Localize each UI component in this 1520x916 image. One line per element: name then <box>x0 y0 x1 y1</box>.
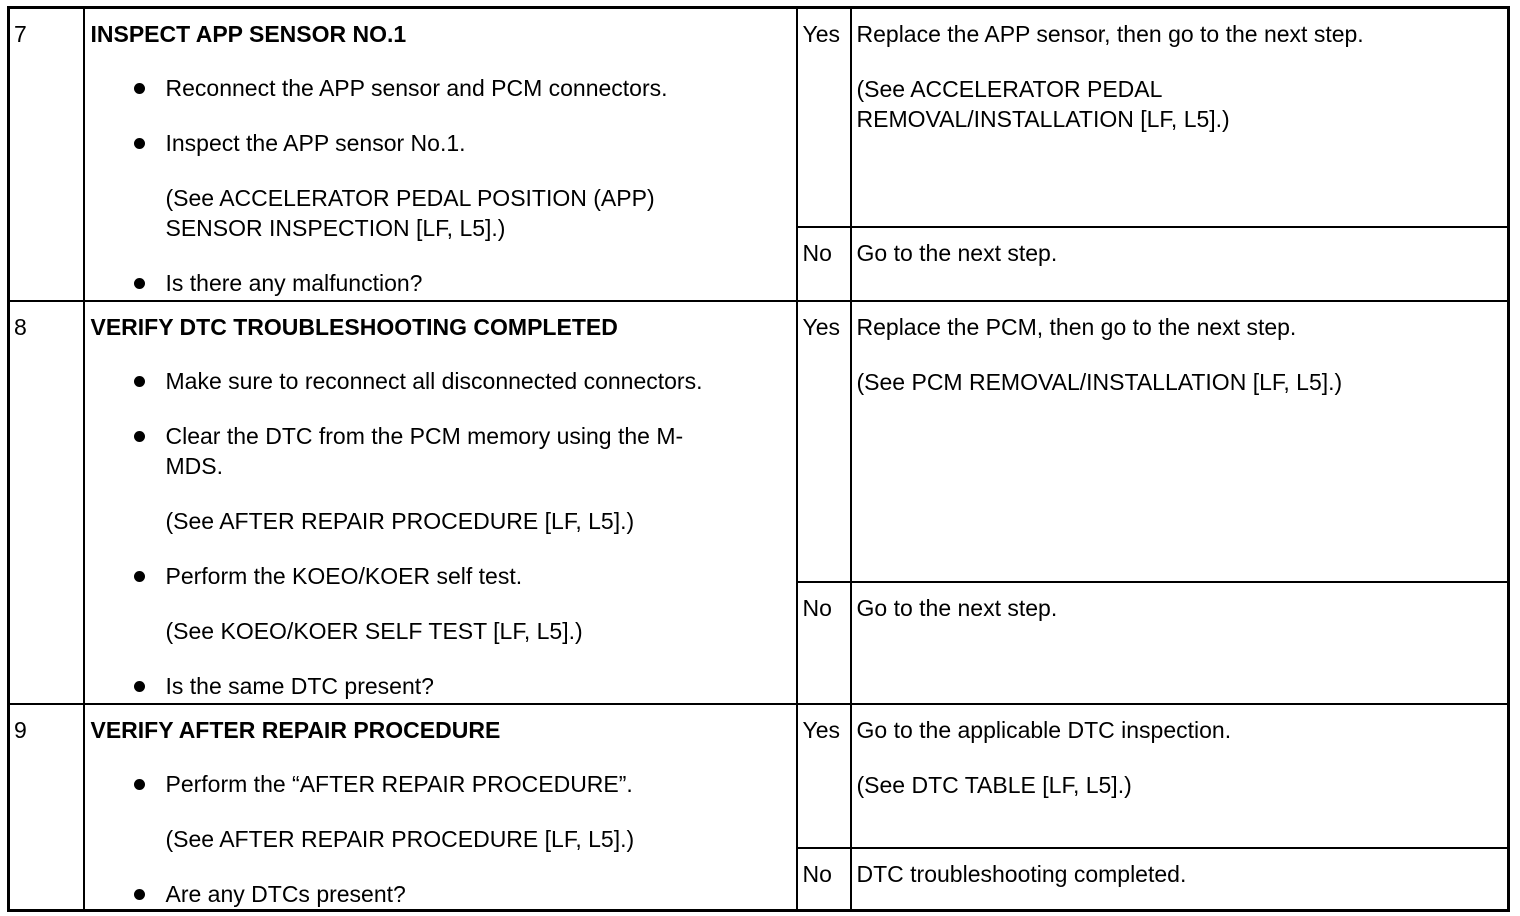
answer-yes: Yes <box>797 8 851 227</box>
step-title: INSPECT APP SENSOR NO.1 <box>90 21 407 47</box>
bullet-item: Inspect the APP sensor No.1. <box>166 128 790 158</box>
step-content <box>84 301 797 704</box>
yes-action <box>851 8 1509 227</box>
action-text: Replace the APP sensor, then go to the next step. <box>856 21 1364 47</box>
answer-no: No <box>797 227 851 301</box>
bullet-item: Perform the “AFTER REPAIR PROCEDURE”. <box>166 769 790 799</box>
bullet-item: Clear the DTC from the PCM memory using the M-MDS. <box>166 421 726 481</box>
step-content <box>84 704 797 911</box>
answer-no: No <box>797 582 851 704</box>
step-row-8 <box>9 301 1509 582</box>
bullet-item: Is there any malfunction? <box>166 268 790 298</box>
yes-action <box>851 301 1509 582</box>
bullet-item: Make sure to reconnect all disconnected connectors. <box>166 366 790 396</box>
no-action <box>851 582 1509 704</box>
step-row-9 <box>9 704 1509 848</box>
bullet-item: Are any DTCs present? <box>166 879 790 909</box>
step-number: 9 <box>9 704 84 911</box>
step-title: VERIFY DTC TROUBLESHOOTING COMPLETED <box>90 313 618 340</box>
action-reference: (See PCM REMOVAL/INSTALLATION [LF, L5].) <box>856 368 1343 395</box>
step-number: 8 <box>9 301 84 704</box>
reference-note: (See AFTER REPAIR PROCEDURE [LF, L5].) <box>165 507 635 534</box>
bullet-item: Is the same DTC present? <box>166 671 790 701</box>
action-reference: (See DTC TABLE [LF, L5].) <box>856 771 1132 798</box>
answer-yes: Yes <box>797 704 851 848</box>
yes-action <box>851 704 1509 848</box>
troubleshooting-table <box>7 6 1510 912</box>
step-number: 7 <box>9 8 84 301</box>
no-action <box>851 848 1509 911</box>
reference-note: (See ACCELERATOR PEDAL POSITION (APP) SENSOR INSPECTION [LF, L5].) <box>165 185 655 241</box>
bullet-item: Perform the KOEO/KOER self test. <box>166 561 790 591</box>
reference-note: (See KOEO/KOER SELF TEST [LF, L5].) <box>165 617 583 644</box>
answer-yes: Yes <box>797 301 851 582</box>
no-action <box>851 227 1509 301</box>
action-text: Go to the applicable DTC inspection. <box>856 716 1232 743</box>
reference-note: (See AFTER REPAIR PROCEDURE [LF, L5].) <box>165 825 635 852</box>
action-text: Replace the PCM, then go to the next step. <box>856 313 1297 340</box>
answer-no: No <box>797 848 851 911</box>
step-row-7 <box>9 8 1509 227</box>
action-text: DTC troubleshooting completed. <box>856 860 1187 887</box>
bullet-item: Reconnect the APP sensor and PCM connectors. <box>166 73 790 103</box>
step-content <box>84 8 797 301</box>
action-reference: (See ACCELERATOR PEDAL REMOVAL/INSTALLATION [LF, L5].) <box>856 76 1230 132</box>
action-text: Go to the next step. <box>856 594 1058 621</box>
action-text: Go to the next step. <box>856 239 1058 266</box>
step-title: VERIFY AFTER REPAIR PROCEDURE <box>90 716 501 743</box>
